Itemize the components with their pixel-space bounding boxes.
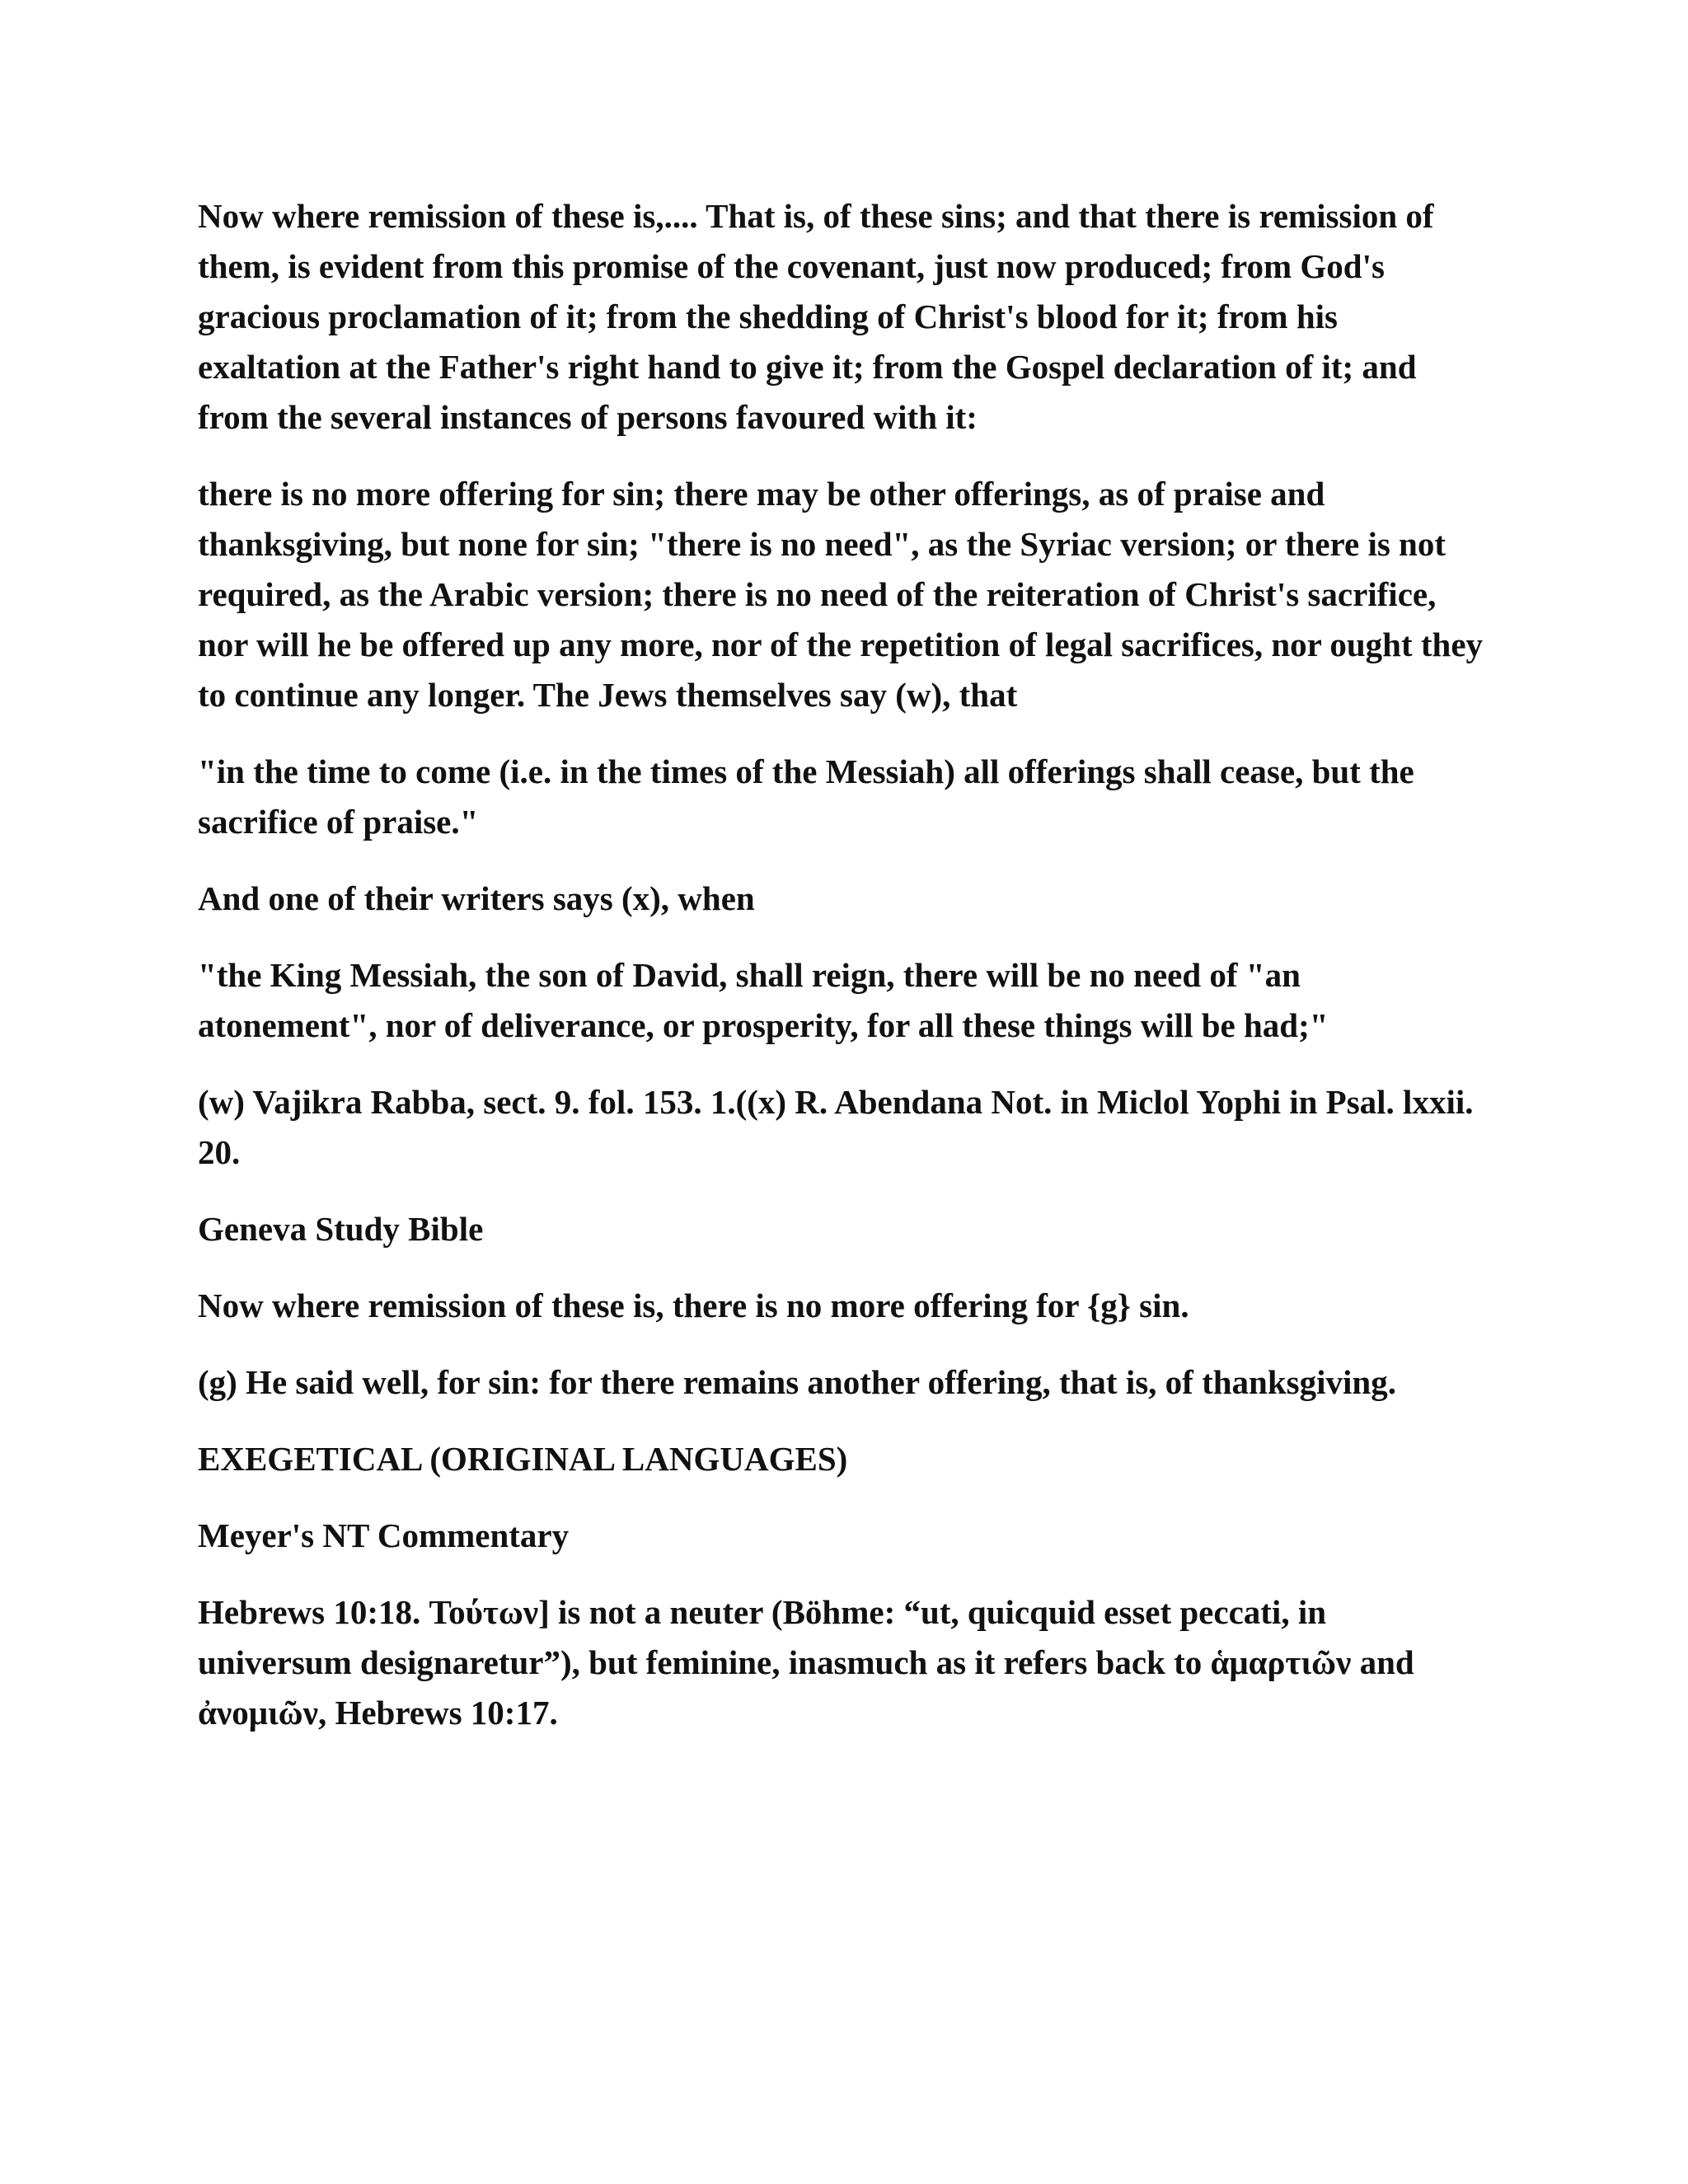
body-paragraph: And one of their writers says (x), when [198,879,755,917]
gill-commentary-paragraph: Now where remission of these is,.... That is, of these sins; and that there is remission of them, is evident from this promise of the covenant, just now produced; from God's gracious proclamation of it; from the shedding of Christ's blood for it; from his exaltation at the Father's right hand to give it; from the Gospel declaration of it; and from the several instances of persons favoured with it: [198,197,1434,436]
document-body [198,191,1484,1765]
section-heading: Meyer's NT Commentary [198,1516,570,1554]
gill-commentary-paragraph: there is no more offering for sin; there may be other offerings, as of praise and thanksgiving, but none for sin; "there is no need", as the Syriac version; or there is not required, as the Arabic version; there is no need of the reiteration of Christ's sacrifice, nor will he be offered up any more, nor of the repetition of legal sacrifices, nor ought they to continue any longer. The Jews themselves say (w), that [198,475,1484,714]
quotation-paragraph: "the King Messiah, the son of David, shall reign, there will be no need of "an atonement", nor of deliverance, or prosperity, for all these things will be had;" [198,956,1329,1044]
section-heading: EXEGETICAL (ORIGINAL LANGUAGES) [198,1440,848,1478]
footnote-paragraph: (g) He said well, for sin: for there remains another offering, that is, of thanksgiving. [198,1363,1396,1401]
verse-text: Now where remission of these is, there is no more offering for {g} sin. [198,1286,1189,1324]
section-heading: Geneva Study Bible [198,1210,484,1248]
quotation-paragraph: "in the time to come (i.e. in the times of the Messiah) all offerings shall cease, but the sacrifice of praise." [198,752,1414,841]
footnote-paragraph: (w) Vajikra Rabba, sect. 9. fol. 153. 1.((x) R. Abendana Not. in Miclol Yophi in Psal. lxxii. 20. [198,1083,1474,1171]
meyer-commentary-paragraph: Hebrews 10:18. Τούτων] is not a neuter (Böhme: “ut, quicquid esset peccati, in universum designaretur”), but feminine, inasmuch as it refers back to ἁμαρτιῶν and ἀνομιῶν, Hebrews 10:17. [198,1593,1414,1732]
